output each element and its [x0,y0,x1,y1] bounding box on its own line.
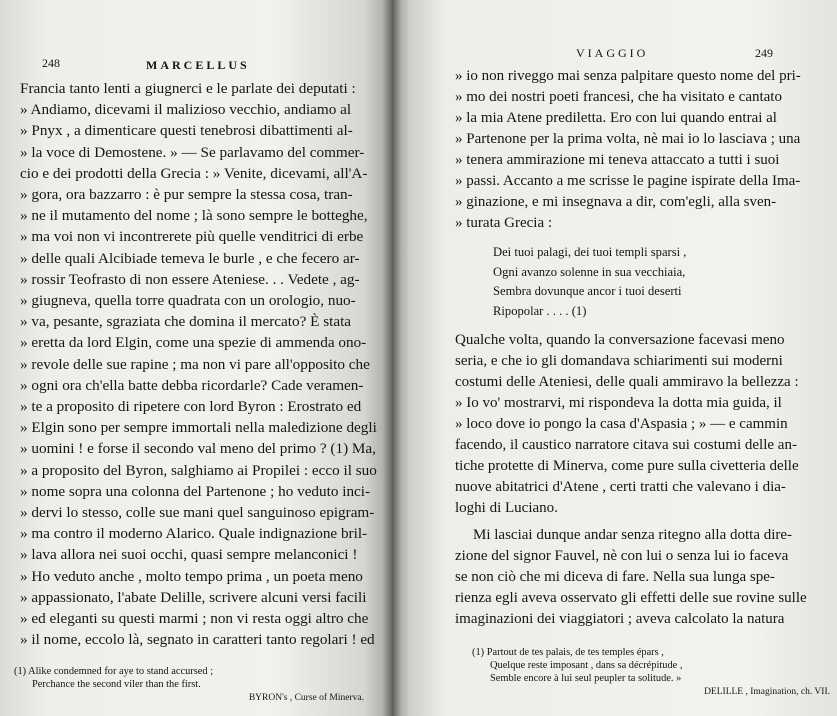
text-line: seria, e che io gli domandava schiarimenti sui moderni [455,353,783,369]
text-line: » appassionato, l'abate Delille, scrivere alcuni versi facili [20,588,367,606]
footnote-source: DELILLE , Imagination, ch. VII. [704,687,830,697]
text-line: facendo, il caustico narratore citava sui costumi delle an- [455,437,797,453]
footnote-line: (1) Alike condemned for aye to stand accursed ; [14,666,214,677]
text-line: » giugneva, quella torre quadrata con un orologio, nuo- [20,292,356,310]
text-line: » Andiamo, dicevami il malizioso vecchio, andiamo al [20,101,352,119]
right-page-text [455,66,831,630]
text-line: » il nome, eccolo là, segnato in caratteri tanto regolari ! ed [20,631,375,649]
text-line: » la mia Atene prediletta. Ero con lui quando entrai al [455,110,777,126]
text-line: » ma contro il moderno Alarico. Quale indignazione bril- [20,525,368,543]
footnote-line: (1) Partout de tes palais, de tes temples épars , [472,647,664,658]
text-line: Francia tanto lenti a giugnerci e le parlate dei deputati : [20,80,356,97]
verse-line: Sembra dovunque ancor i tuoi deserti [493,284,682,298]
text-line: » Io vo' mostrarvi, mi rispondeva la dotta mia guida, il [455,395,782,411]
text-line: zione del signor Fauvel, nè con lui o senza lui io faceva [455,548,789,564]
text-line: » revole delle sue rapine ; ma non vi pare all'opposito che [20,355,370,373]
text-line: cio e dei prodotti della Grecia : » Venite, dicevami, all'A- [20,164,368,182]
text-line: » ma voi non vi incontrerete più quelle venditrici di erbe [20,228,364,246]
footnote-line: Perchance the second viler than the first. [32,679,201,690]
text-line: » ed eleganti su questi marmi ; non vi resta oggi altro che [20,610,369,628]
text-line: » Pnyx , a dimenticare questi tenebrosi dibattimenti al- [20,122,353,140]
text-line: se non ciò che mi diceva di fare. Nella sua lunga spe- [455,569,775,585]
text-line: » rossir Teofrasto di non essere Ateniese. . . Vedete , ag- [20,270,360,288]
text-line: Mi lasciai dunque andar senza ritegno alla dotta dire- [473,527,793,543]
left-running-title: MARCELLUS [146,58,250,72]
text-line: » ne il mutamento del nome ; là sono sempre le botteghe, [20,207,368,225]
text-line: » mo dei nostri poeti francesi, che ha visitato e cantato [455,89,782,105]
right-page-number: 249 [755,46,773,60]
text-line: » te a proposito di ripetere con lord Byron : Erostrato ed [20,398,362,416]
text-line: » gora, ora bazzarro : è pur sempre la stessa cosa, tran- [20,186,353,204]
text-line: imaginazioni dei viaggiatori ; aveva calcolato la natura [455,611,785,627]
verse-line: Ogni avanzo solenne in sua vecchiaia, [493,264,686,279]
text-line: rienza egli aveva osservato gli effetti delle sue rovine sulle [455,590,807,606]
text-line: » lava allora nei suoi occhi, quasi sempre melanconici ! [20,546,358,564]
text-line: nuove abitatrici d'Atene , certi tratti che valevano i dia- [455,479,786,495]
text-line: loghi di Luciano. [455,500,558,516]
text-line: » tenera ammirazione mi teneva attaccato a tutti i suoi [455,152,780,168]
verse-quote [493,243,831,321]
right-running-title: VIAGGIO [576,46,649,60]
text-line: » turata Grecia : [455,215,553,231]
text-line: » ginazione, e mi insegnava a dir, com'egli, alla sven- [455,194,777,210]
footnote-line: Quelque reste imposant , dans sa décrépitude , [490,660,683,671]
footnote-line: Semble encore à lui seul peupler ta solitude. » [490,673,682,684]
footnote-source: BYRON's , Curse of Minerva. [248,693,364,703]
text-line: costumi delle Ateniesi, delle quali ammiravo la bellezza : [455,374,799,390]
text-line: » ogni ora ch'ella batte debba ricordarle? Cade veramen- [20,376,364,394]
text-line: » passi. Accanto a me scrisse le pagine ispirate della Ima- [455,173,801,189]
text-line: Qualche volta, quando la conversazione facevasi meno [455,332,785,348]
text-line: » a proposito del Byron, salghiamo ai Propilei : ecco il suo [20,461,377,479]
text-line: » dervi lo stesso, colle sue mani quel sanguinoso epigram- [20,504,375,522]
right-page [392,0,837,716]
right-footnote [472,646,830,699]
text-line: » Ho veduto anche , molto tempo prima , un poeta meno [20,567,363,585]
verse-line: Ripopolar . . . . (1) [493,303,587,318]
text-line: » nome sopra una colonna del Partenone ; ho veduto inci- [20,482,371,500]
text-line: » io non riveggo mai senza palpitare questo nome del pri- [455,68,801,84]
text-line: » va, pesante, sgraziata che domina il mercato? È stata [20,313,352,331]
text-line: tiche protette di Minerva, come pure sulla civetteria delle [455,458,799,474]
text-line: » la voce di Demostene. » — Se parlavamo del commer- [20,143,365,161]
verse-line: Dei tuoi palagi, dei tuoi templi sparsi , [493,245,687,259]
left-page-text [20,78,380,650]
text-line: » loco dove io pongo la casa d'Aspasia ; » — e cammin [455,416,788,432]
text-line: » eretta da lord Elgin, come una spezie di ammenda ono- [20,334,367,352]
text-line: » Elgin sono per sempre immortali nella maledizione degli [20,419,377,437]
text-line: » Partenone per la prima volta, nè mai io lo lasciava ; una [455,131,801,147]
left-page-number: 248 [42,56,60,70]
left-footnote [14,665,364,705]
left-page [0,0,392,716]
text-line: » uomini ! e forse il secondo val meno del primo ? (1) Ma, [20,440,376,458]
text-line: » delle quali Alcibiade temeva le burle , e che fecero ar- [20,249,360,267]
book-gutter [383,0,401,716]
right-running-head [455,44,831,66]
left-running-head [20,56,380,78]
